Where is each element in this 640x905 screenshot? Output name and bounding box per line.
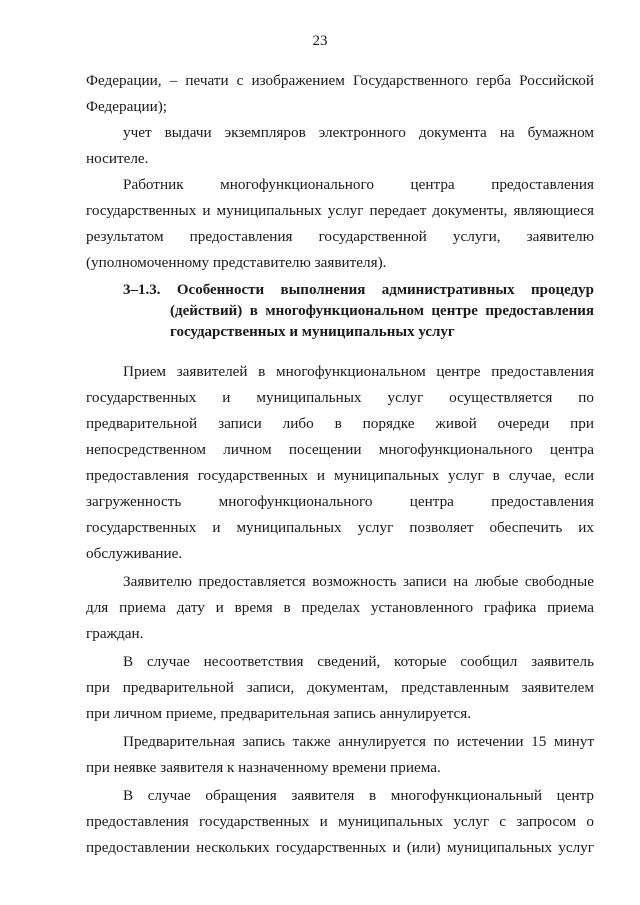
- paragraph-multiple-services: [86, 783, 594, 861]
- text-line: В случае несоответствия сведений, которые сообщил заявитель: [123, 653, 594, 670]
- text-line: Федерации);: [86, 98, 168, 115]
- text-line: результатом предоставления государственной услуги, заявителю: [86, 228, 594, 245]
- paragraph-cancellation: [86, 729, 594, 781]
- text-line: предоставления государственных и муниципальных услуг с запросом о: [86, 813, 594, 830]
- text-line: предоставления государственных и муниципальных услуг в случае, если: [86, 467, 594, 484]
- paragraph-copies-record: [86, 120, 594, 172]
- text-line: Работник многофункционального центра предоставления: [123, 176, 594, 193]
- text-line: Заявителю предоставляется возможность записи на любые свободные: [123, 573, 594, 590]
- text-line: В случае обращения заявителя в многофункциональный центр: [123, 787, 594, 804]
- text-line: предварительной записи либо в порядке живой очереди при: [86, 415, 594, 432]
- heading-line: государственных и муниципальных услуг: [170, 324, 455, 340]
- heading-line: (действий) в многофункциональном центре предоставления: [170, 303, 594, 319]
- text-line: при неявке заявителя к назначенному времени приема.: [86, 759, 441, 776]
- text-line: Прием заявителей в многофункциональном центре предоставления: [123, 363, 594, 380]
- text-line: государственных и муниципальных услуг осуществляется по: [86, 389, 594, 406]
- document-body: [86, 68, 594, 861]
- paragraph-federation-seal: [86, 68, 594, 120]
- text-line: государственных и муниципальных услуг передает документы, являющиеся: [86, 202, 594, 219]
- text-line: Федерации, – печати с изображением Государственного герба Российской: [86, 72, 594, 89]
- text-line: предоставлении нескольких государственных и (или) муниципальных услуг: [86, 839, 594, 856]
- text-line: учет выдачи экземпляров электронного документа на бумажном: [123, 124, 594, 141]
- text-line: обслуживание.: [86, 545, 183, 562]
- text-line: при личном приеме, предварительная запись аннулируется.: [86, 705, 472, 722]
- text-line: (уполномоченному представителю заявителя).: [86, 254, 387, 271]
- paragraph-mismatch: [86, 649, 594, 727]
- page-number: 23: [312, 33, 328, 49]
- text-line: для приема дату и время в пределах установленного графика приема: [86, 599, 594, 616]
- paragraph-booking: [86, 569, 594, 647]
- text-line: государственных и муниципальных услуг позволяет обеспечить их: [86, 519, 594, 536]
- text-line: граждан.: [86, 625, 144, 642]
- text-line: непосредственном личном посещении многофункционального центра: [86, 441, 594, 458]
- text-line: Предварительная запись также аннулируется по истечении 15 минут: [123, 733, 594, 750]
- section-heading: [86, 280, 594, 343]
- paragraph-reception: [86, 359, 594, 567]
- paragraph-employee-transfer: [86, 172, 594, 276]
- text-line: загруженность многофункционального центра предоставления: [86, 493, 594, 510]
- text-line: при предварительной записи, документам, представленным заявителем: [86, 679, 594, 696]
- heading-line: 3–1.3. Особенности выполнения административных процедур: [123, 282, 594, 298]
- text-line: носителе.: [86, 150, 149, 167]
